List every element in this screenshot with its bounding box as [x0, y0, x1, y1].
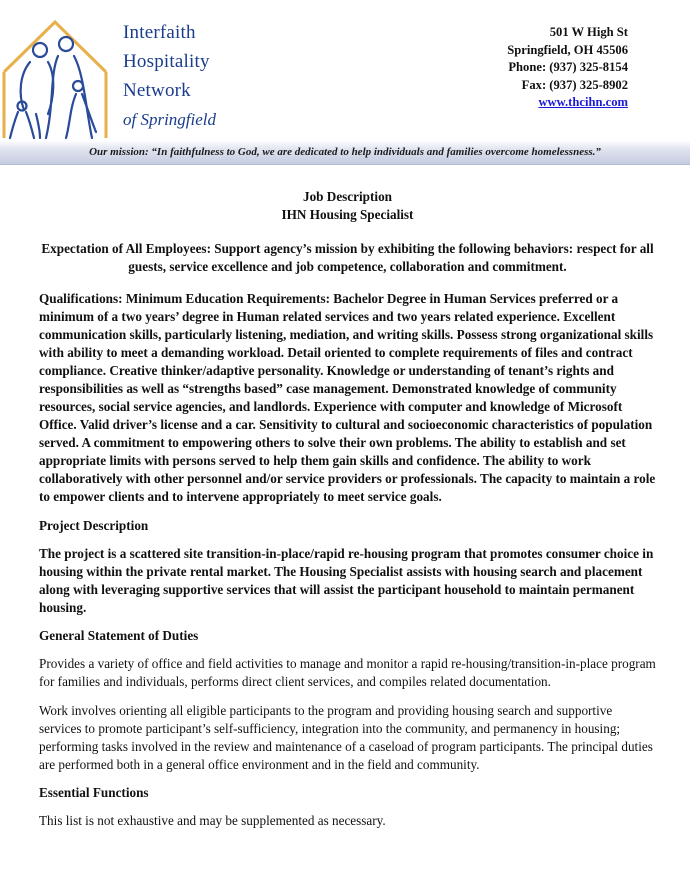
family-logo-icon — [0, 14, 110, 140]
document-body — [39, 188, 656, 830]
essential-functions-text: This list is not exhaustive and may be supplemented as necessary. — [39, 813, 386, 828]
essential-functions-heading: Essential Functions — [39, 785, 149, 800]
doc-title — [39, 188, 656, 224]
fax-number: Fax: (937) 325-8902 — [521, 77, 628, 92]
org-name-line: Interfaith — [123, 22, 196, 43]
qualifications-paragraph: Qualifications: Minimum Education Requirements: Bachelor Degree in Human Services preferred or a minimum of a two years’ degree in Human related services and two years related experience. Excellent communication skills, particularly listening, mediation, and writing skills. Possess strong organizational skills with ability to meet a demanding workload. Detail oriented to complete requirements of files and contract compliance. Creative thinker/adaptive personality. Knowledge or understanding of tenant’s rights and responsibilities as well as “strengths based” case management. Demonstrated knowledge of community resources, social service agencies, and landlords. Experience with computer and knowledge of Microsoft Office. Valid driver’s license and a car. Sensitivity to cultural and socioeconomic characteristics of population served. A commitment to empowering others to solve their own problems. The ability to establish and set appropriate limits with persons served to help them gain skills and confidence. The ability to work collaboratively with other personnel and/or service providers or professionals. The capacity to maintain a role to empower clients and to intervene appropriately to meet service goals. — [39, 291, 656, 504]
org-name-line: Hospitality — [123, 51, 210, 72]
duties-paragraph-2: Work involves orienting all eligible participants to the program and providing housing search and supportive services to promote participant’s self-sufficiency, integration into the community, and permanency in housing; performing tasks involved in the review and maintenance of a caseload of program participants. The principal duties are performed both in a general office environment and in the field and community. — [39, 703, 653, 772]
website-link[interactable]: www.thcihn.com — [538, 95, 628, 109]
org-name-subline: of Springfield — [123, 110, 217, 129]
doc-title-line-1: Job Description — [302, 189, 392, 204]
address-line-1: 501 W High St — [549, 25, 628, 39]
phone-number: Phone: (937) 325-8154 — [508, 60, 628, 74]
org-name-line: Network — [123, 80, 191, 101]
project-description-heading: Project Description — [39, 518, 149, 533]
org-name — [123, 18, 283, 134]
address-line-2: Springfield, OH 45506 — [507, 42, 628, 57]
contact-block — [507, 24, 628, 112]
expectation-paragraph: Expectation of All Employees: Support agency’s mission by exhibiting the following behaviors: respect for all guests, service excellence and job competence, collaboration and commitment. — [41, 241, 654, 274]
doc-title-line-2: IHN Housing Specialist — [281, 207, 414, 222]
duties-heading: General Statement of Duties — [39, 628, 199, 643]
project-description-text: The project is a scattered site transition-in-place/rapid re-housing program that promotes consumer choice in housing within the private rental market. The Housing Specialist assists with housing search and placement along with leveraging supportive services that will assist the participant household to maintain permanent housing. — [39, 546, 654, 615]
duties-paragraph-1: Provides a variety of office and field activities to manage and monitor a rapid re-housing/transition-in-place program for families and individuals, performs direct client services, and compiles related documentation. — [39, 656, 656, 689]
mission-statement: Our mission: “In faithfulness to God, we are dedicated to help individuals and families overcome homelessness.” — [89, 146, 601, 158]
